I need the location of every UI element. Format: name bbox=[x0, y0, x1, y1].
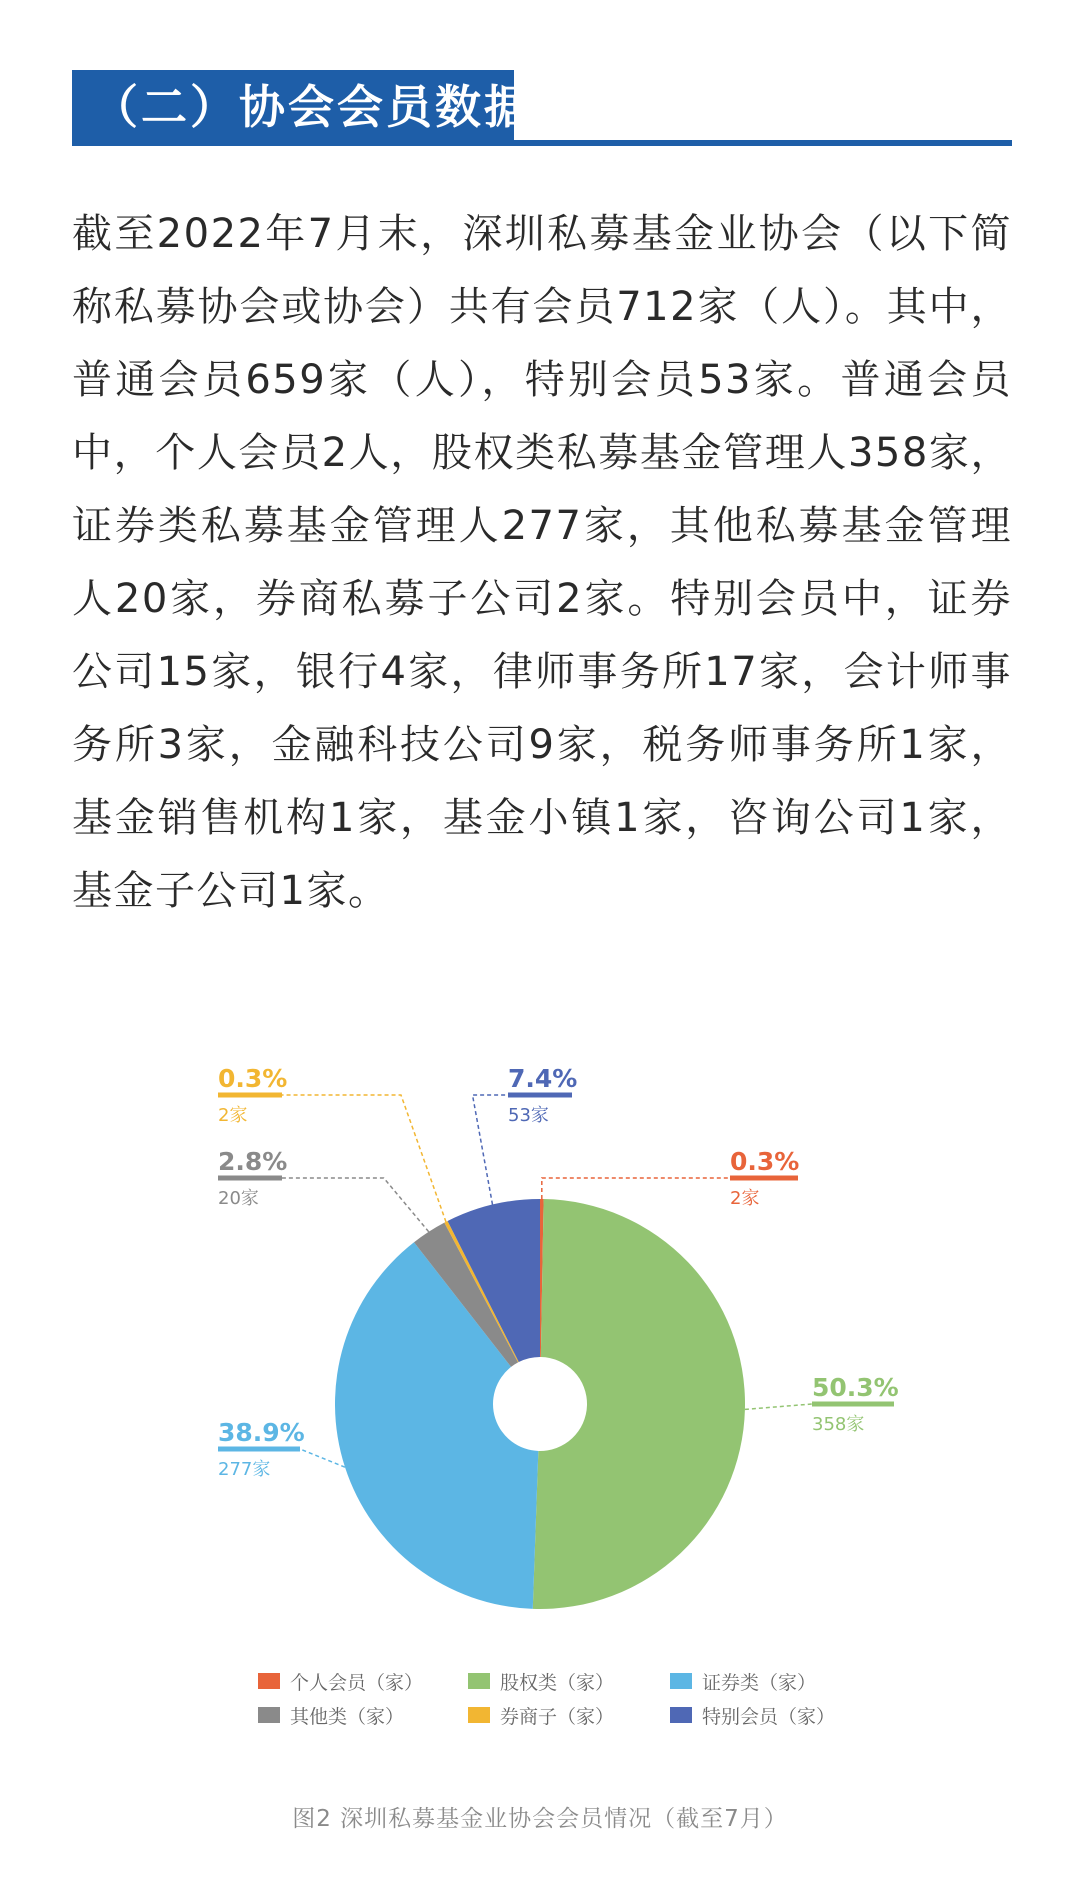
legend-swatch-securities bbox=[670, 1673, 692, 1689]
legend-label-individual: 个人会员（家） bbox=[290, 1671, 424, 1694]
leader-line-individual bbox=[542, 1178, 730, 1199]
legend-label-other: 其他类（家） bbox=[290, 1705, 405, 1728]
legend-item-broker-sub bbox=[468, 1704, 670, 1726]
legend-label-broker-sub: 券商子（家） bbox=[500, 1705, 615, 1728]
legend-item-equity bbox=[468, 1670, 670, 1692]
legend-label-securities: 证券类（家） bbox=[702, 1671, 817, 1694]
percent-label-securities: 38.9% bbox=[218, 1418, 305, 1447]
section-header bbox=[72, 70, 1012, 148]
legend-label-equity: 股权类（家） bbox=[500, 1671, 615, 1694]
leader-line-broker-sub bbox=[282, 1095, 446, 1222]
leader-line-equity bbox=[745, 1404, 812, 1409]
chart-legend bbox=[258, 1670, 878, 1726]
pie-slice-equity bbox=[533, 1199, 745, 1609]
label-bar-broker-sub bbox=[218, 1093, 282, 1098]
legend-swatch-broker-sub bbox=[468, 1707, 490, 1723]
count-label-broker-sub: 2家 bbox=[218, 1105, 248, 1126]
count-label-special: 53家 bbox=[508, 1105, 549, 1126]
body-paragraph: 截至2022年7月末，深圳私募基金业协会（以下简称私募协会或协会）共有会员712家（人）。其中，普通会员659家（人），特别会员53家。普通会员中，个人会员2人，股权类私募基金管理人358家，证券类私募基金管理人277家，其他私募基金管理人20家，券商私募子公司2家。特别会员中，证券公司15家，银行4家，律师事务所17家，会计师事务所3家，金融科技公司9家，税务师事务所1家，基金销售机构1家，基金小镇1家，咨询公司1家，基金子公司1家。 bbox=[72, 211, 1012, 914]
legend-item-other bbox=[258, 1704, 468, 1726]
percent-label-broker-sub: 0.3% bbox=[218, 1064, 288, 1093]
percent-label-other: 2.8% bbox=[218, 1147, 288, 1176]
percent-label-individual: 0.3% bbox=[730, 1147, 800, 1176]
legend-swatch-equity bbox=[468, 1673, 490, 1689]
member-pie-chart bbox=[0, 1040, 1080, 1640]
legend-label-special: 特别会员（家） bbox=[702, 1705, 836, 1728]
label-bar-other bbox=[218, 1176, 282, 1181]
percent-label-equity: 50.3% bbox=[812, 1373, 899, 1402]
legend-swatch-other bbox=[258, 1707, 280, 1723]
label-bar-equity bbox=[812, 1402, 894, 1407]
label-bar-securities bbox=[218, 1447, 300, 1452]
percent-label-special: 7.4% bbox=[508, 1064, 578, 1093]
chart-caption: 图2 深圳私募基金业协会会员情况（截至7月） bbox=[292, 1806, 788, 1832]
legend-swatch-special bbox=[670, 1707, 692, 1723]
label-bar-individual bbox=[730, 1176, 798, 1181]
section-header-underline bbox=[72, 140, 1012, 146]
legend-item-individual bbox=[258, 1670, 468, 1692]
section-title: （二）协会会员数据 bbox=[72, 70, 514, 144]
count-label-equity: 358家 bbox=[812, 1414, 865, 1435]
legend-item-special bbox=[670, 1704, 870, 1726]
count-label-other: 20家 bbox=[218, 1188, 259, 1209]
label-bar-special bbox=[508, 1093, 572, 1098]
body-text bbox=[72, 198, 1012, 928]
legend-item-securities bbox=[670, 1670, 870, 1692]
count-label-individual: 2家 bbox=[730, 1188, 760, 1209]
leader-line-securities bbox=[300, 1449, 345, 1467]
leader-line-other bbox=[282, 1178, 429, 1232]
count-label-securities: 277家 bbox=[218, 1459, 271, 1480]
legend-swatch-individual bbox=[258, 1673, 280, 1689]
